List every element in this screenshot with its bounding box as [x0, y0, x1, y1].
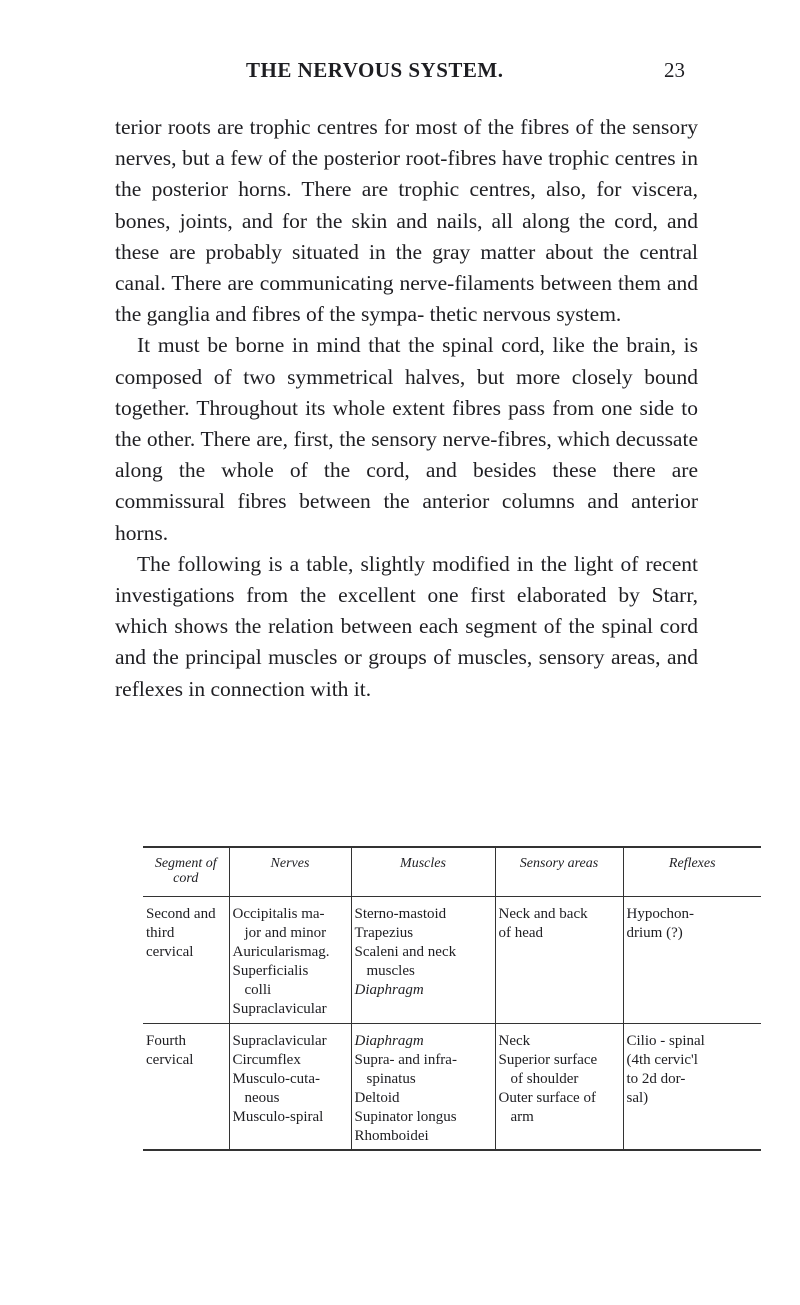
cell-line: Sterno-mastoid	[354, 906, 447, 922]
cell-line: Outer surface of	[498, 1090, 596, 1106]
cell-line: Musculo-cuta-	[232, 1071, 320, 1087]
cell-line: Supra- and infra-	[354, 1052, 457, 1068]
cell-reflexes	[623, 897, 761, 1024]
cell-line: Hypochon-	[626, 906, 694, 922]
cell-sensory-areas	[495, 897, 623, 1024]
cell-muscles	[351, 897, 495, 1024]
cell-reflexes	[623, 1024, 761, 1151]
cell-line: Fourth	[146, 1033, 187, 1049]
cell-line: Supraclavicular	[232, 1001, 327, 1017]
cell-line: Superior surface	[498, 1052, 598, 1068]
cell-nerves	[229, 897, 351, 1024]
table	[143, 846, 761, 1151]
table-row	[143, 897, 761, 1024]
cell-line: muscles	[366, 963, 415, 979]
cell-line: Neck	[498, 1033, 531, 1049]
cell-line: Diaphragm	[354, 982, 424, 998]
cell-line: Diaphragm	[354, 1033, 424, 1049]
cell-line: Trapezius	[354, 925, 414, 941]
table-header-row	[143, 847, 761, 897]
cell-line: Musculo-spiral	[232, 1109, 324, 1125]
cell-muscles	[351, 1024, 495, 1151]
header-reflexes: Reflexes	[623, 847, 761, 897]
cell-line: Deltoid	[354, 1090, 400, 1106]
running-title: THE NERVOUS SYSTEM.	[246, 58, 504, 82]
spinal-segment-table	[143, 846, 761, 1151]
cell-line: arm	[510, 1109, 534, 1125]
paragraph-2: It must be borne in mind that the spinal cord, like the brain, is composed of two symmetrical halves, but more closely bound together. Throughout its whole extent fibres pass from one side to the other. There are, first, the sensory nerve-fibres, which decussate along the whole of the cord, and besides these there are commissural fibres between the anterior columns and anterior horns.	[115, 333, 698, 545]
cell-line: (4th cervic'l	[626, 1052, 698, 1068]
cell-line: third	[146, 925, 175, 941]
header-sensory-areas: Sensory areas	[495, 847, 623, 897]
cell-line: Supinator longus	[354, 1109, 457, 1125]
header-segment	[143, 847, 229, 897]
cell-line: Scaleni and neck	[354, 944, 457, 960]
header-segment-line1: Segment of	[154, 856, 217, 871]
cell-line: of head	[498, 925, 544, 941]
cell-line: Rhomboidei	[354, 1128, 429, 1144]
header-segment-line2: cord	[173, 871, 199, 886]
cell-line: to 2d dor-	[626, 1071, 686, 1087]
header-muscles: Muscles	[351, 847, 495, 897]
cell-segment	[143, 1024, 229, 1151]
cell-sensory-areas	[495, 1024, 623, 1151]
cell-line: Neck and back	[498, 906, 588, 922]
cell-line: cervical	[146, 1052, 194, 1068]
paragraph-3: The following is a table, slightly modified in the light of recent investigations from the excellent one first elaborated by Starr, which shows the relation between each segment of the spinal cord and the principal muscles or groups of muscles, sensory areas, and reflexes in connection with it.	[115, 551, 698, 701]
cell-line: colli	[244, 982, 272, 998]
paragraph-1: terior roots are trophic centres for most of the fibres of the sensory nerves, but a few of the posterior root-fibres have trophic centres in the posterior horns. There are trophic centres, also, for viscera, bones, joints, and for the skin and nails, all along the cord, and these are probably situated in the gray matter about the central canal. There are communicating nerve-filaments between them and the ganglia and fibres of the sympa- thetic nervous system.	[115, 115, 698, 327]
cell-line: Cilio - spinal	[626, 1033, 705, 1049]
page-number: 23	[664, 58, 685, 82]
header-nerves: Nerves	[229, 847, 351, 897]
cell-line: Auricularismag.	[232, 944, 330, 960]
cell-line: Supraclavicular	[232, 1033, 327, 1049]
cell-line: Circumflex	[232, 1052, 301, 1068]
cell-nerves	[229, 1024, 351, 1151]
body-text	[115, 112, 698, 705]
cell-line: of shoulder	[510, 1071, 579, 1087]
cell-line: sal)	[626, 1090, 649, 1106]
cell-line: jor and minor	[244, 925, 327, 941]
cell-line: cervical	[146, 944, 194, 960]
cell-line: Occipitalis ma-	[232, 906, 325, 922]
cell-line: drium (?)	[626, 925, 683, 941]
cell-line: Superficialis	[232, 963, 309, 979]
cell-line: Second and	[146, 906, 216, 922]
page-header	[0, 58, 800, 88]
cell-line: spinatus	[366, 1071, 416, 1087]
cell-line: neous	[244, 1090, 280, 1106]
table-row	[143, 1024, 761, 1151]
cell-segment	[143, 897, 229, 1024]
